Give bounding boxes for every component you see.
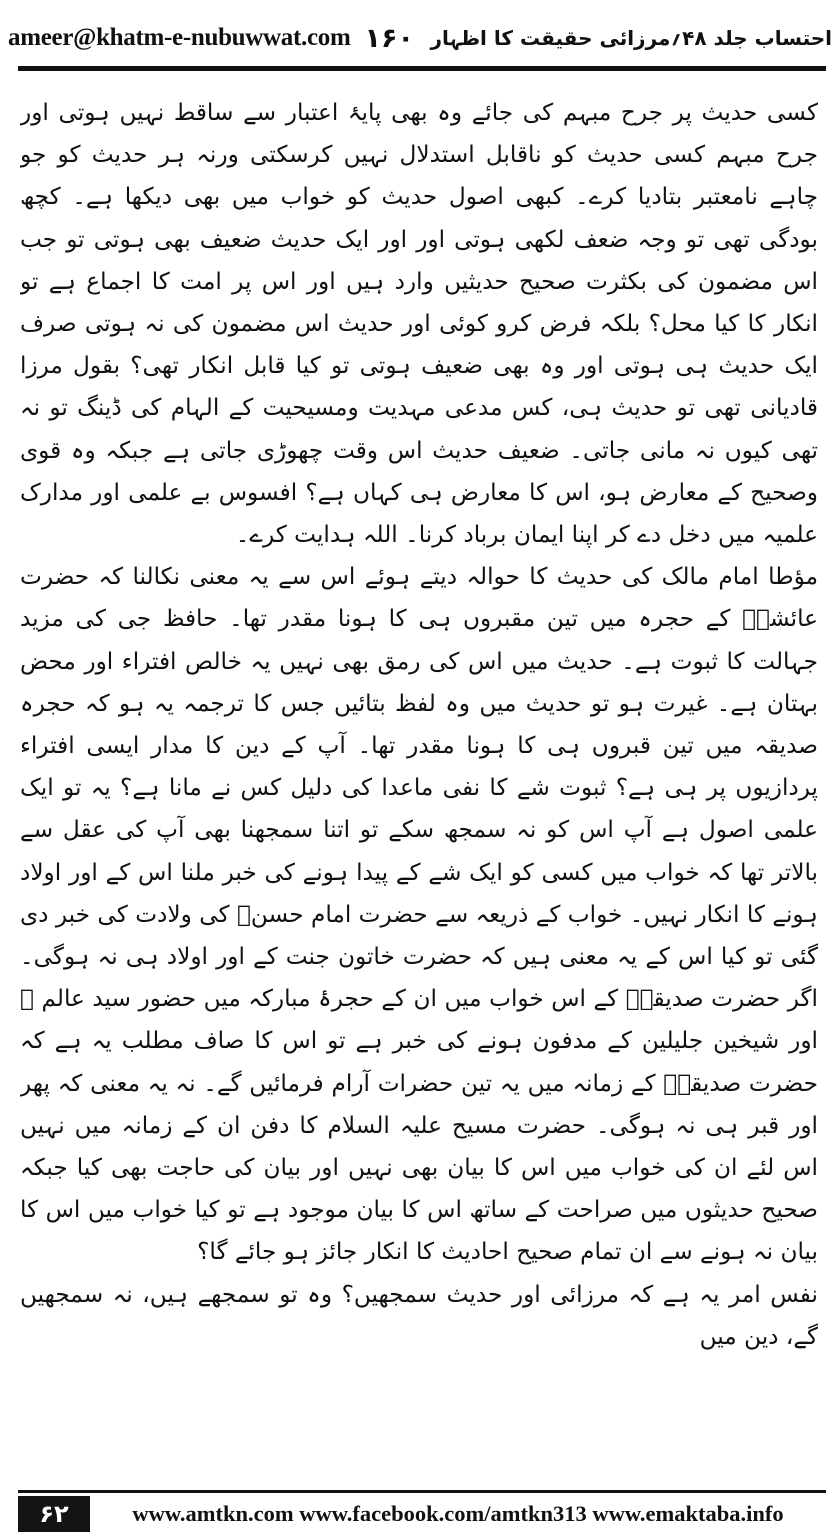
- footer-links: www.amtkn.com www.facebook.com/amtkn313 www.emaktaba.info: [132, 1501, 784, 1526]
- paragraph-3: نفس امر یہ ہے کہ مرزائی اور حدیث سمجھیں؟ وہ تو سمجھے ہیں، نہ سمجھیں گے، دین میں: [20, 1280, 818, 1350]
- paragraph-2: مؤطا امام مالک کی حدیث کا حوالہ دیتے ہوئے اس سے یہ معنی نکالنا کہ حضرت عائشہؓ کے حجرہ میں تین مقبروں ہی کا ہونا مقدر تھا۔ حافظ جی کی مزید جہالت کا ثبوت ہے۔ حدیث میں اس کی رمق بھی نہیں یہ خالص افتراء اور محض بہتان ہے۔ غیرت ہو تو حدیث میں وہ لفظ بتائیں جس کا ترجمہ یہ ہو کہ حجرہ صدیقہ میں تین قبروں ہی کا ہونا مقدر تھا۔ آپ کے دین کا مدار ایسی افتراء پردازیوں پر ہی ہے؟ ثبوت شے کا نفی ماعدا کی دلیل کس نے مانا ہے؟ یہ تو ایک علمی اصول ہے آپ اس کو نہ سمجھ سکے تو اتنا سمجھنا بھی آپ کی عقل سے بالاتر تھا کہ خواب میں کسی کو ایک شے کے پیدا ہونے کی خبر ملنا اس کے اور اولاد ہونے کا انکار نہیں۔ خواب کے ذریعہ سے حضرت امام حسنؓ کی ولادت کی خبر دی گئی تو کیا اس کے یہ معنی ہیں کہ حضرت خاتون جنت کے اور اولاد ہی نہ ہوگی۔ اگر حضرت صدیقہؓ کے اس خواب میں ان کے حجرۂ مبارکہ میں حضور سید عالم ﷺ اور شیخین جلیلین کے مدفون ہونے کی خبر ہے تو اس کا صاف مطلب یہ ہے کہ حضرت صدیقہؓ کے زمانہ میں یہ تین حضرات آرام فرمائیں گے۔ نہ یہ معنی کہ پھر اور قبر ہی نہ ہوگی۔ حضرت مسیح علیہ السلام کا دفن ان کے زمانہ میں نہیں اس لئے ان کی خواب میں اس کا بیان بھی نہیں اور بیان کی حاجت بھی کیا جبکہ صحیح حدیثوں میں صراحت کے ساتھ اس کا بیان موجود ہے تو کیا خواب میں اس کا بیان نہ ہونے سے ان تمام صحیح احادیث کا انکار جائز ہو جائے گا؟: [20, 563, 818, 1266]
- body-text: [20, 92, 818, 1462]
- page-header: [8, 18, 832, 58]
- paragraph-1: کسی حدیث پر جرح مبہم کی جائے وہ بھی پایۂ اعتبار سے ساقط نہیں ہوتی اور جرح مبہم کسی حدیث کو ناقابل استدلال نہیں کرسکتی ورنہ ہر حدیث کو جو چاہے نامعتبر بتادیا کرے۔ کبھی اصول حدیث کو خواب میں بھی دیکھا ہے۔ کچھ بودگی تھی تو وجہ ضعف لکھی ہوتی اور اور ایک حدیث ضعیف بھی ہوتی تو جب اس مضمون کی بکثرت صحیح حدیثیں وارد ہیں اور اس پر امت کا اجماع ہے تو انکار کا کیا محل؟ بلکہ فرض کرو کوئی اور حدیث اس مضمون کی نہ ہوتی صرف ایک حدیث ہی ہوتی اور وہ بھی ضعیف ہوتی تو کیا قابل انکار تھی؟ بقول مرزا قادیانی تھی تو حدیث ہی، کس مدعی مہدیت ومسیحیت کے الہام کی ڈینگ تو نہ تھی کیوں نہ مانی جاتی۔ ضعیف حدیث اس وقت چھوڑی جاتی ہے جبکہ وہ قوی وصحیح کے معارض ہو، اس کا معارض ہی کہاں ہے؟ افسوس بے علمی اور مدارک علمیہ میں دخل دے کر اپنا ایمان برباد کرنا۔ اللہ ہدایت کرے۔: [20, 99, 818, 549]
- header-page-number: ۱۶۰: [364, 22, 414, 54]
- header-left: [8, 23, 414, 54]
- header-rule: [18, 66, 826, 71]
- header-email: ameer@khatm-e-nubuwwat.com: [8, 24, 351, 51]
- running-title: احتساب جلد ۴۸؍مرزائی حقیقت کا اظہار: [430, 26, 832, 50]
- folio-number: ۶۲: [18, 1496, 90, 1532]
- page-footer: [18, 1490, 826, 1534]
